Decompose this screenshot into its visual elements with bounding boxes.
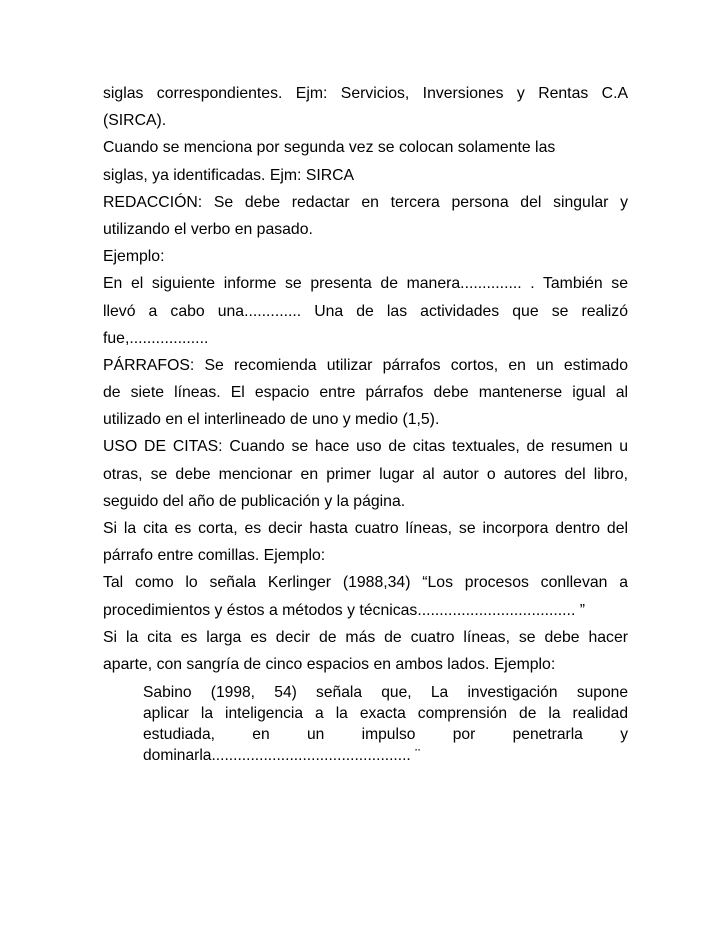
text-line: Tal como lo señala Kerlinger (1988,34) “Los procesos conllevan a [103,574,628,592]
document-page [103,80,628,766]
section-heading-uso-de-citas: USO DE CITAS: Cuando se hace uso de citas textuales, de resumen u [103,438,628,456]
quote-line: estudiada, en un impulso por penetrarla y [143,726,628,744]
text-line: fue,.................. [103,329,209,347]
text-line: otras, se debe mencionar en primer lugar al autor o autores del libro, [103,465,628,483]
text-line: aparte, con sangría de cinco espacios en ambos lados. Ejemplo: [103,655,556,673]
text-line: de siete líneas. El espacio entre párrafos debe mantenerse igual al [103,384,628,402]
example-label: Ejemplo: [103,248,165,266]
text-line: En el siguiente informe se presenta de manera.............. . También se [103,275,628,293]
text-line: llevó a cabo una............. Una de las actividades que se realizó [103,302,628,320]
text-line: seguido del año de publicación y la página. [103,492,406,510]
text-line: (SIRCA). [103,112,167,130]
text-line: utilizado en el interlineado de uno y medio (1,5). [103,411,440,429]
quote-line: Sabino (1998, 54) señala que, La investigación supone [143,684,628,702]
text-line: siglas, ya identificadas. Ejm: SIRCA [103,166,355,184]
text-line: Si la cita es corta, es decir hasta cuatro líneas, se incorpora dentro del [103,520,628,537]
text-line: párrafo entre comillas. Ejemplo: [103,547,326,565]
section-heading-redaccion: REDACCIÓN: Se debe redactar en tercera persona del singular y [103,193,628,211]
quote-line: aplicar la inteligencia a la exacta comprensión de la realidad [143,705,628,723]
quote-line: dominarla.............................................. ¨ [143,747,421,765]
text-line: siglas correspondientes. Ejm: Servicios, Inversiones y Rentas C.A [103,85,628,102]
section-heading-parrafos: PÁRRAFOS: Se recomienda utilizar párrafos cortos, en un estimado [103,356,628,374]
text-line: utilizando el verbo en pasado. [103,220,313,238]
text-line: Si la cita es larga es decir de más de cuatro líneas, se debe hacer [103,628,628,646]
text-line: Cuando se menciona por segunda vez se colocan solamente las [103,139,556,157]
block-quote [143,682,628,766]
text-line: procedimientos y éstos a métodos y técnicas.................................... ” [103,601,585,619]
